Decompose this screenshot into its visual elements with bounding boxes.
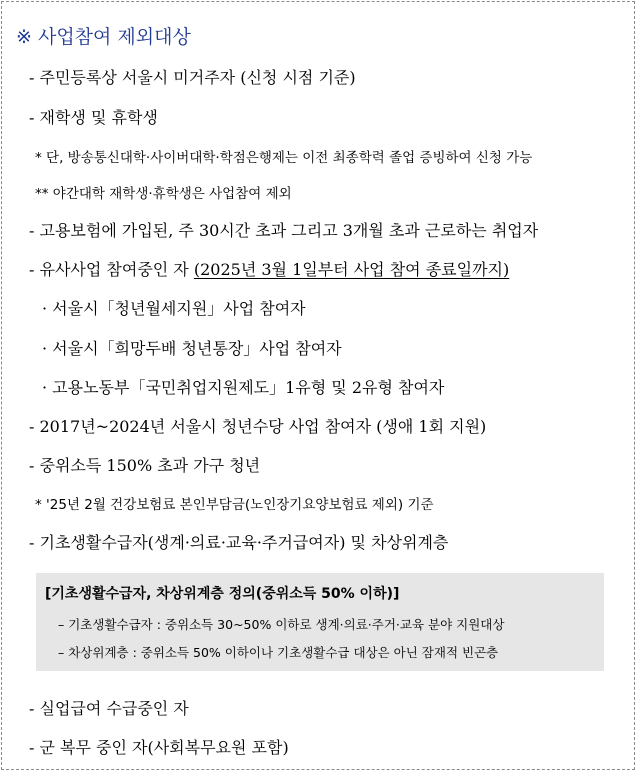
definition-line-basic: – 기초생활수급자 : 중위소득 30~50% 이하로 생계·의료·주거·교육 분야 지원대상 bbox=[58, 617, 505, 632]
similar-bullet-employment: · 고용노동부「국민취업지원제도」1유형 및 2유형 참여자 bbox=[42, 378, 445, 397]
students-note-2: ** 야간대학 재학생·휴학생은 사업참여 제외 bbox=[35, 186, 292, 202]
definition-line-near-poverty: – 차상위계층 : 중위소득 50% 이하이나 기초생활수급 대상은 아닌 잠재적 빈곤층 bbox=[58, 645, 499, 660]
section-title: ※ 사업참여 제외대상 bbox=[16, 26, 191, 48]
item-similar-programs bbox=[29, 257, 509, 280]
item-students: - 재학생 및 휴학생 bbox=[29, 108, 158, 127]
item-military: - 군 복무 중인 자(사회복무요원 포함) bbox=[29, 738, 289, 757]
item-unemployment: - 실업급여 수급중인 자 bbox=[29, 699, 189, 718]
item-welfare: - 기초생활수급자(생계·의료·교육·주거급여자) 및 차상위계층 bbox=[29, 533, 449, 552]
students-note-1: * 단, 방송통신대학·사이버대학·학점은행제는 이전 최종학력 졸업 증빙하여 신청 가능 bbox=[35, 150, 533, 166]
similar-bullet-rent: · 서울시「청년월세지원」사업 참여자 bbox=[42, 299, 306, 318]
similar-programs-period: (2025년 3월 1일부터 사업 참여 종료일까지) bbox=[193, 260, 510, 279]
income-note: * '25년 2월 건강보험료 본인부담금(노인장기요양보험료 제외) 기준 bbox=[35, 497, 434, 513]
item-allowance: - 2017년~2024년 서울시 청년수당 사업 참여자 (생애 1회 지원) bbox=[29, 417, 487, 436]
definition-box bbox=[36, 573, 604, 671]
definition-title: [기초생활수급자, 차상위계층 정의(중위소득 50% 이하)] bbox=[45, 586, 400, 602]
notice-frame bbox=[1, 1, 635, 770]
similar-bullet-savings: · 서울시「희망두배 청년통장」사업 참여자 bbox=[42, 339, 342, 358]
item-employed: - 고용보험에 가입된, 주 30시간 초과 그리고 3개월 초과 근로하는 취업자 bbox=[29, 221, 539, 240]
item-residence: - 주민등록상 서울시 미거주자 (신청 시점 기준) bbox=[29, 68, 356, 87]
item-income: - 중위소득 150% 초과 가구 청년 bbox=[29, 456, 261, 475]
similar-programs-label: - 유사사업 참여중인 자 bbox=[29, 260, 194, 279]
